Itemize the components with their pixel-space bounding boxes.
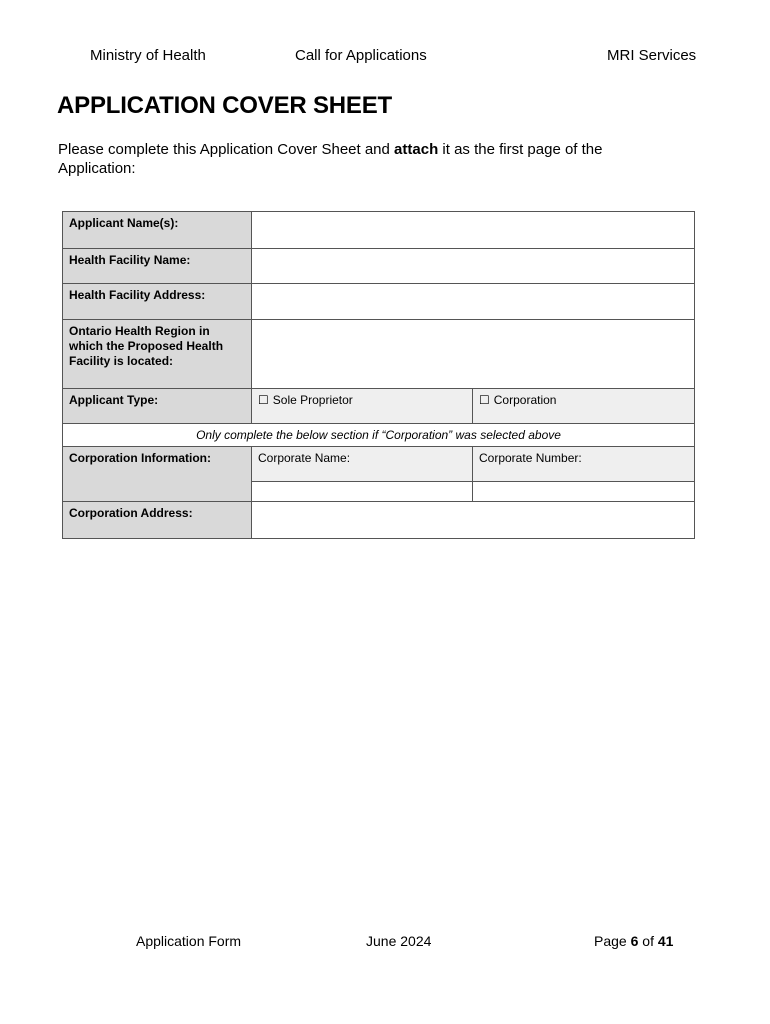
- applicant-names-label: Applicant Name(s):: [63, 212, 252, 249]
- page-current: 6: [630, 933, 639, 949]
- corporation-option[interactable]: [473, 389, 695, 424]
- applicant-names-field[interactable]: [252, 212, 695, 249]
- sole-proprietor-option[interactable]: [252, 389, 473, 424]
- applicant-type-label: Applicant Type:: [63, 389, 252, 424]
- checkbox-icon[interactable]: ☐: [479, 393, 490, 407]
- corp-name-label: Corporate Name:: [252, 447, 473, 482]
- corp-number-field[interactable]: [473, 482, 695, 502]
- page-total: 41: [657, 933, 674, 949]
- intro-part1: Please complete this Application Cover Sheet and: [58, 141, 395, 158]
- corp-address-label: Corporation Address:: [63, 502, 252, 539]
- corp-info-label: Corporation Information:: [63, 447, 252, 502]
- facility-name-label: Health Facility Name:: [63, 249, 252, 284]
- header-ministry: Ministry of Health: [90, 47, 206, 64]
- footer-date: June 2024: [366, 933, 432, 949]
- header-call: Call for Applications: [295, 47, 427, 64]
- corp-name-field[interactable]: [252, 482, 473, 502]
- page-prefix: Page: [594, 933, 631, 949]
- cover-sheet-form: [62, 211, 695, 539]
- sole-proprietor-label: Sole Proprietor: [272, 393, 353, 407]
- corp-number-label: Corporate Number:: [473, 447, 695, 482]
- corporation-label: Corporation: [493, 393, 557, 407]
- page-of: of: [638, 933, 658, 949]
- page-title: APPLICATION COVER SHEET: [57, 92, 392, 119]
- checkbox-icon[interactable]: ☐: [258, 393, 269, 407]
- facility-name-field[interactable]: [252, 249, 695, 284]
- intro-part2: it as the first page of the Application:: [58, 141, 603, 177]
- region-label: Ontario Health Region in which the Proposed Health Facility is located:: [63, 320, 252, 389]
- intro-text: [58, 140, 658, 178]
- header-service: MRI Services: [607, 47, 697, 64]
- facility-address-label: Health Facility Address:: [63, 284, 252, 320]
- page-number: [594, 933, 673, 949]
- region-field[interactable]: [252, 320, 695, 389]
- corporation-note: Only complete the below section if “Corporation” was selected above: [63, 424, 695, 447]
- facility-address-field[interactable]: [252, 284, 695, 320]
- intro-bold: attach: [394, 141, 439, 158]
- footer-form: Application Form: [136, 933, 242, 949]
- corp-address-field[interactable]: [252, 502, 695, 539]
